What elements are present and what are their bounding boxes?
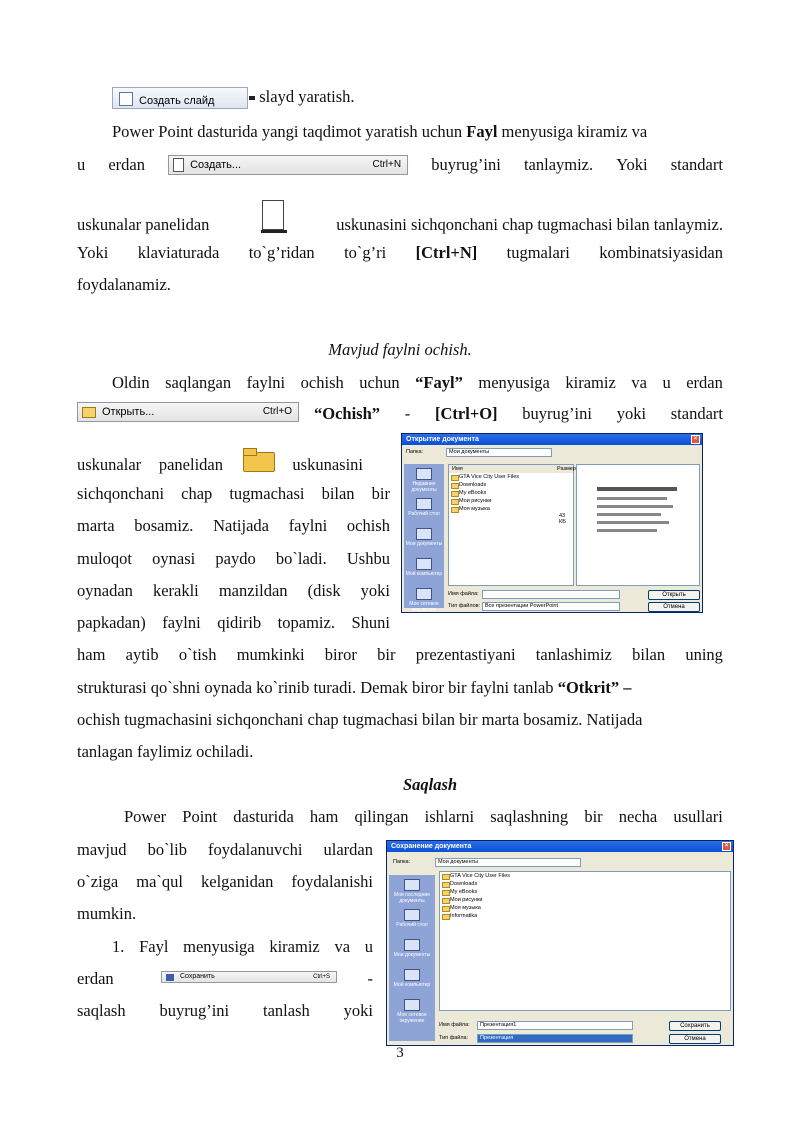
word: oynasi (152, 549, 196, 568)
word: menyusiga (183, 937, 255, 956)
p1-line2 (77, 155, 723, 175)
word: buyrug’ini (431, 155, 501, 174)
save-button[interactable] (669, 1021, 721, 1031)
word: ochish (346, 516, 390, 535)
place-item-label: Рабочий стол (408, 511, 440, 517)
text: tanlagan faylimiz ochiladi. (77, 742, 254, 761)
file-item-label: Downloads (450, 881, 478, 887)
word: faylni (246, 373, 286, 392)
create-slide-text: slayd yaratish. (259, 87, 355, 106)
save-icon (166, 974, 174, 981)
file-item[interactable] (449, 473, 573, 481)
button-label: Сохранить (680, 1023, 710, 1029)
file-item[interactable] (449, 481, 573, 489)
word: paydo (215, 549, 256, 568)
filename-label: Имя файла: (439, 1022, 470, 1028)
p3-line1 (124, 807, 723, 827)
create-slide-label: Создать слайд (139, 95, 215, 108)
file-list[interactable] (448, 464, 574, 586)
word: Yoki (616, 155, 648, 174)
place-item[interactable] (404, 524, 444, 554)
button-label: Отмена (663, 604, 685, 610)
word: Point (182, 807, 218, 826)
word: faylni (162, 613, 201, 632)
new-slide-icon (119, 92, 133, 106)
menu-item-label: Открыть... (102, 406, 155, 418)
word-bold: “Ochish” (314, 404, 381, 423)
text: menyusiga kiramiz va (497, 122, 648, 141)
heading-save: Saqlash (402, 775, 458, 794)
close-icon[interactable]: × (691, 435, 700, 444)
word: ham (77, 645, 106, 664)
p2-line5 (77, 516, 390, 536)
place-item-label: Мой компьютер (405, 571, 443, 577)
word: Power (124, 807, 167, 826)
word: prezentastiyani (415, 645, 516, 664)
cancel-button[interactable] (669, 1034, 721, 1044)
p2-line4 (77, 484, 390, 504)
places-bar (389, 875, 435, 1041)
word: qidirib (217, 613, 262, 632)
word: ma`qul (136, 872, 183, 891)
word: dasturida (233, 807, 294, 826)
dialog-title: Сохранение документа (391, 843, 472, 850)
dialog-titlebar (387, 841, 733, 852)
word: mavjud (77, 840, 127, 859)
page-number: 3 (396, 1045, 404, 1061)
file-size: 43 КБ (559, 513, 566, 525)
file-item-label: My eBooks (459, 490, 487, 496)
word-bold: [Ctrl+N] (415, 243, 478, 262)
word: usullari (673, 807, 723, 826)
filename-value: Презентация1 (480, 1022, 517, 1028)
file-item-label: Downloads (459, 482, 487, 488)
file-item-label: Informatika (450, 913, 478, 919)
word: sichqonchani (77, 484, 165, 503)
file-item[interactable] (440, 872, 730, 880)
word: va (631, 373, 647, 392)
word: - (404, 404, 411, 423)
word: 1. (112, 937, 125, 956)
filename-label: Имя файла: (448, 591, 479, 597)
place-item-label: Мои документы (405, 541, 443, 547)
word: menyusiga (478, 373, 550, 392)
word: ochish (300, 373, 344, 392)
word: foydalanishi (291, 872, 373, 891)
button-label: Отмена (684, 1036, 706, 1042)
file-item-label: Мои рисунки (450, 897, 483, 903)
menu-item-shortcut: Ctrl+N (372, 159, 402, 170)
word: saqlangan (165, 373, 232, 392)
file-item-label: GTA Vice City User Files (450, 873, 511, 879)
word: panelidan (158, 455, 223, 474)
folder-combo[interactable] (446, 448, 552, 457)
filetype-value: Презентация (480, 1035, 514, 1041)
place-icon (404, 969, 420, 981)
word: erdan (686, 373, 723, 392)
menu-item-label: Создать... (190, 159, 242, 171)
place-icon (404, 909, 420, 921)
file-item[interactable] (440, 888, 730, 896)
word: foydalanuvchi (208, 840, 303, 859)
place-item[interactable] (389, 995, 435, 1025)
word-bold: “Fayl” (415, 373, 463, 392)
word: bosamiz. (134, 516, 194, 535)
dropdown-icon (249, 96, 255, 100)
heading-open-file: Mavjud faylni ochish. (328, 340, 472, 359)
word: kombinatsiyasidan (599, 243, 723, 262)
file-item-label: Мои рисунки (459, 498, 492, 504)
word: manzildan (218, 581, 288, 600)
cancel-button[interactable] (648, 602, 700, 612)
place-item-label: Мои документы (393, 952, 431, 958)
file-item[interactable] (440, 904, 730, 912)
text: mumkin. (77, 904, 137, 923)
file-item-label: My eBooks (450, 889, 478, 895)
word: kelganidan (201, 872, 274, 891)
place-item[interactable] (404, 464, 444, 494)
word: tugmalari (506, 243, 570, 262)
word: buyrug’ini (159, 1001, 230, 1020)
word: muloqot (77, 549, 133, 568)
place-icon (416, 588, 432, 600)
place-item-label: Мой компьютер (393, 982, 431, 988)
word: papkadan) (77, 613, 146, 632)
p1-line3 (77, 208, 723, 242)
place-icon (416, 528, 432, 540)
word: standart (670, 404, 723, 423)
folder-label: Папка: (393, 859, 411, 865)
word: (disk (307, 581, 341, 600)
open-folder-icon (82, 407, 96, 418)
word: kiramiz (565, 373, 616, 392)
word: Oldin (112, 373, 150, 392)
word: bir (371, 484, 390, 503)
word: kiramiz (269, 937, 320, 956)
place-item-label: Рабочий стол (396, 922, 428, 928)
file-item[interactable] (449, 505, 573, 513)
word: bilan (632, 645, 666, 664)
word: erdan (77, 969, 114, 988)
word: ulardan (323, 840, 373, 859)
file-item-label: Моя музыка (450, 905, 481, 911)
text-bold: Fayl (466, 122, 498, 141)
line-create-slide (112, 87, 355, 109)
new-document-icon[interactable] (258, 200, 288, 234)
place-icon (404, 999, 420, 1011)
filetype-label: Тип файлов: (448, 603, 481, 609)
word: standart (670, 155, 723, 174)
word: tugmachasi (229, 484, 305, 503)
p2-line12 (77, 742, 723, 762)
menu-item-shortcut: Ctrl+O (262, 406, 292, 417)
file-item[interactable] (449, 489, 573, 497)
word: buyrug’ini (522, 404, 592, 423)
p3-line6 (77, 969, 373, 989)
word: tanlashimiz (535, 645, 612, 664)
file-item-label: Моя музыка (459, 506, 490, 512)
place-item[interactable] (389, 875, 435, 905)
place-item[interactable] (389, 935, 435, 965)
folder-combo[interactable] (435, 858, 581, 867)
word: va (334, 937, 351, 956)
button-label: Открыть (662, 592, 686, 598)
dialog-titlebar (402, 434, 702, 445)
word: to`g’ri (344, 243, 387, 262)
word: saqlash (77, 1001, 126, 1020)
word: chap (181, 484, 213, 503)
word: erdan (108, 155, 145, 174)
word: ham (309, 807, 339, 826)
open-folder-icon[interactable] (241, 446, 275, 472)
file-item[interactable] (449, 497, 573, 505)
word: necha (618, 807, 658, 826)
filetype-select[interactable] (477, 1034, 633, 1043)
open-button[interactable] (648, 590, 700, 600)
place-icon (404, 879, 420, 891)
word: bir (584, 807, 603, 826)
p1-line5 (77, 275, 723, 295)
word: mumkinki (236, 645, 305, 664)
p1-line1 (112, 122, 723, 142)
p2-line7 (77, 581, 390, 601)
place-item[interactable] (389, 965, 435, 995)
word: uskunalar (77, 455, 142, 474)
p2-line1 (112, 373, 723, 393)
word: Shuni (351, 613, 390, 632)
menu-item-shortcut: Ctrl+S (313, 974, 330, 980)
save-document-dialog (386, 840, 734, 1046)
p2-line10 (77, 678, 723, 698)
word: klaviaturada (137, 243, 220, 262)
word: bo`lib (147, 840, 187, 859)
place-icon (416, 558, 432, 570)
word: uchun (359, 373, 400, 392)
text: uskunalar panelidan (77, 215, 210, 234)
word: yoki (616, 404, 647, 423)
place-icon (404, 939, 420, 951)
close-icon[interactable]: × (722, 842, 731, 851)
column-header-name: Имя (452, 466, 463, 472)
word: o`tish (178, 645, 217, 664)
word: o`ziga (77, 872, 119, 891)
menu-item-create[interactable] (168, 155, 408, 175)
word: kerakli (152, 581, 199, 600)
word: bo`ladi. (275, 549, 327, 568)
folder-value: Мои документы (438, 859, 479, 865)
new-document-icon (173, 158, 184, 172)
place-item-label: Недавние документы (411, 481, 437, 493)
word: saqlashning (490, 807, 569, 826)
open-document-dialog (401, 433, 703, 613)
filetype-value: Все презентации PowerPoint (485, 603, 559, 609)
menu-item-label: Сохранить (180, 973, 215, 980)
word: tanlaymiz. (523, 155, 594, 174)
word: Yoki (77, 243, 109, 262)
word: faylni (288, 516, 328, 535)
p3-line2 (77, 840, 373, 860)
p3-line3 (77, 872, 373, 892)
word: topamiz. (277, 613, 335, 632)
text: uskunasini sichqonchani chap tugmachasi bilan tanlaymiz. (336, 215, 723, 234)
p2-line9 (77, 645, 723, 665)
file-item-label: GTA Vice City User Files (459, 474, 520, 480)
place-item[interactable] (404, 584, 444, 613)
file-item[interactable] (440, 880, 730, 888)
word: oynadan (77, 581, 133, 600)
place-item-label: Мое сетевое окружение (409, 601, 439, 613)
word: to`g’ridan (248, 243, 315, 262)
word: qilingan (354, 807, 409, 826)
folder-label: Папка: (406, 449, 424, 455)
menu-item-open[interactable] (77, 402, 299, 422)
place-item[interactable] (404, 494, 444, 524)
word: tanlash (263, 1001, 310, 1020)
file-item[interactable] (440, 896, 730, 904)
p2-line8 (77, 613, 390, 633)
filename-input[interactable] (482, 590, 620, 599)
word: u (77, 155, 86, 174)
word: bilan (321, 484, 355, 503)
filetype-select[interactable] (482, 602, 620, 611)
p2-line3 (77, 452, 363, 478)
p2-line6 (77, 549, 390, 569)
place-item[interactable] (389, 905, 435, 935)
preview-pane (576, 464, 700, 586)
place-item[interactable] (404, 554, 444, 584)
filename-input[interactable] (477, 1021, 633, 1030)
p3-line7 (77, 1001, 373, 1021)
word: yoki (360, 581, 390, 600)
word: Ushbu (346, 549, 390, 568)
word: uning (685, 645, 723, 664)
place-icon (416, 468, 432, 480)
word: marta (77, 516, 115, 535)
word: uskunasini (292, 455, 363, 474)
word: ishlarni (424, 807, 475, 826)
word: bir (377, 645, 396, 664)
text-bold: “Otkrit” – (557, 678, 632, 697)
text: ochish tugmachasini sichqonchani chap tugmachasi bilan bir marta bosamiz. Natijada (77, 710, 643, 729)
text: strukturasi qo`shni oynada ko`rinib turadi. Demak biror bir faylni tanlab (77, 678, 558, 697)
filetype-label: Тип файла: (439, 1035, 469, 1041)
p3-line5 (112, 937, 373, 957)
word: Natijada (213, 516, 269, 535)
file-list[interactable] (439, 871, 731, 1011)
word: u (662, 373, 671, 392)
word-bold: [Ctrl+O] (435, 404, 498, 423)
file-item[interactable] (440, 912, 730, 920)
place-icon (416, 498, 432, 510)
place-item-label: Мои последние документы (393, 892, 430, 904)
p2-line11 (77, 710, 723, 730)
folder-value: Мои документы (449, 449, 490, 455)
word: - (367, 969, 373, 988)
text: Power Point dasturida yangi taqdimot yaratish uchun (112, 122, 467, 141)
word: biror (324, 645, 357, 664)
places-bar (404, 464, 444, 613)
create-slide-button[interactable] (112, 87, 248, 109)
dialog-title: Открытие документа (406, 436, 479, 443)
column-header-size: Размер (557, 466, 576, 472)
word: aytib (125, 645, 159, 664)
menu-item-save[interactable] (161, 971, 337, 983)
text: foydalanamiz. (77, 275, 171, 294)
place-item-label: Мое сетевое окружение (397, 1012, 427, 1024)
p1-line4 (77, 243, 723, 263)
word: u (364, 937, 373, 956)
word: Fayl (139, 937, 169, 956)
word: yoki (343, 1001, 373, 1020)
